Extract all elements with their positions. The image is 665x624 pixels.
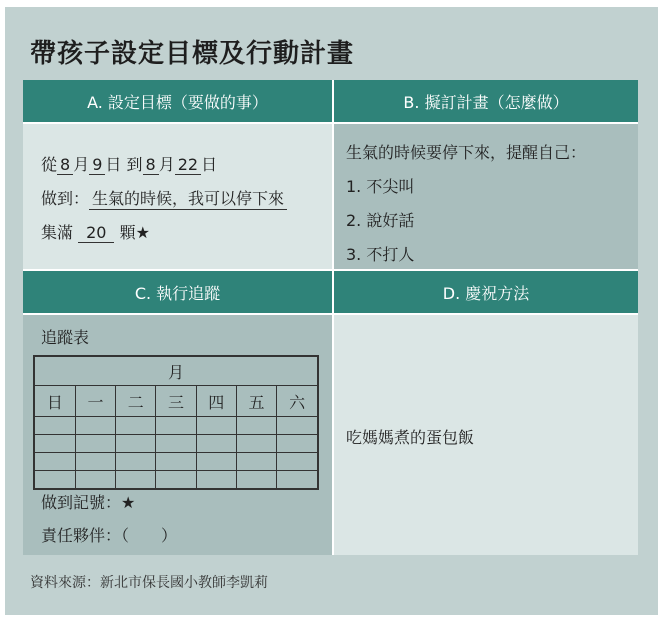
day-label: 日: [105, 155, 122, 174]
day-label: 日: [201, 155, 218, 174]
weekday-cell: 五: [236, 386, 276, 417]
section-b-header: B. 擬訂計畫（怎麼做）: [334, 80, 638, 122]
section-c-content: [23, 315, 332, 555]
goal-collect-line: [41, 220, 150, 243]
goal-achieve-line: [41, 186, 287, 210]
to-month: 8: [143, 155, 159, 175]
page-title: 帶孩子設定目標及行動計畫: [30, 39, 355, 69]
goal-date-line: [41, 152, 217, 175]
tracking-table: [33, 355, 319, 490]
from-label: 從: [41, 155, 58, 174]
collect-count: 20: [78, 223, 114, 243]
section-a-content: [23, 124, 332, 269]
plan-step: 2. 說好話: [346, 211, 415, 230]
plan-grid: [23, 80, 638, 555]
weekday-cell: 四: [196, 386, 236, 417]
collect-unit: 顆★: [119, 223, 150, 242]
tracking-label: 追蹤表: [41, 328, 90, 347]
plan-step: 3. 不打人: [346, 245, 415, 264]
section-d-header: D. 慶祝方法: [334, 271, 638, 313]
celebrate-text: 吃媽媽煮的蛋包飯: [346, 428, 475, 447]
section-d-content: [334, 315, 638, 555]
achieve-label: 做到：: [41, 189, 90, 208]
weekday-cell: 日: [34, 386, 75, 417]
to-day: 22: [175, 155, 201, 175]
from-month: 8: [57, 155, 73, 175]
weekday-cell: 六: [277, 386, 318, 417]
plan-step: 1. 不尖叫: [346, 177, 415, 196]
plan-lead: 生氣的時候要停下來，提醒自己：: [346, 143, 587, 162]
achieve-text: 生氣的時候，我可以停下來: [89, 186, 287, 210]
tracking-row: [34, 471, 318, 490]
tracking-row: [34, 417, 318, 435]
tracking-row: [34, 453, 318, 471]
month-label: 月: [158, 155, 175, 174]
to-label: 到: [126, 155, 143, 174]
weekday-cell: 二: [116, 386, 156, 417]
tracking-month-cell: 月: [34, 356, 318, 386]
tracking-row: [34, 435, 318, 453]
partner-label: 責任夥伴：（ ）: [41, 526, 178, 545]
from-day: 9: [89, 155, 105, 175]
weekday-cell: 一: [75, 386, 115, 417]
section-c-header: C. 執行追蹤: [23, 271, 332, 313]
collect-label: 集滿: [41, 223, 74, 242]
month-label: 月: [73, 155, 90, 174]
section-a-header: A. 設定目標（要做的事）: [23, 80, 332, 122]
source-note: 資料來源：新北市保長國小教師李凱莉: [30, 575, 268, 591]
section-b-content: [334, 124, 638, 269]
weekday-cell: 三: [156, 386, 196, 417]
mark-label: 做到記號：★: [41, 493, 136, 512]
